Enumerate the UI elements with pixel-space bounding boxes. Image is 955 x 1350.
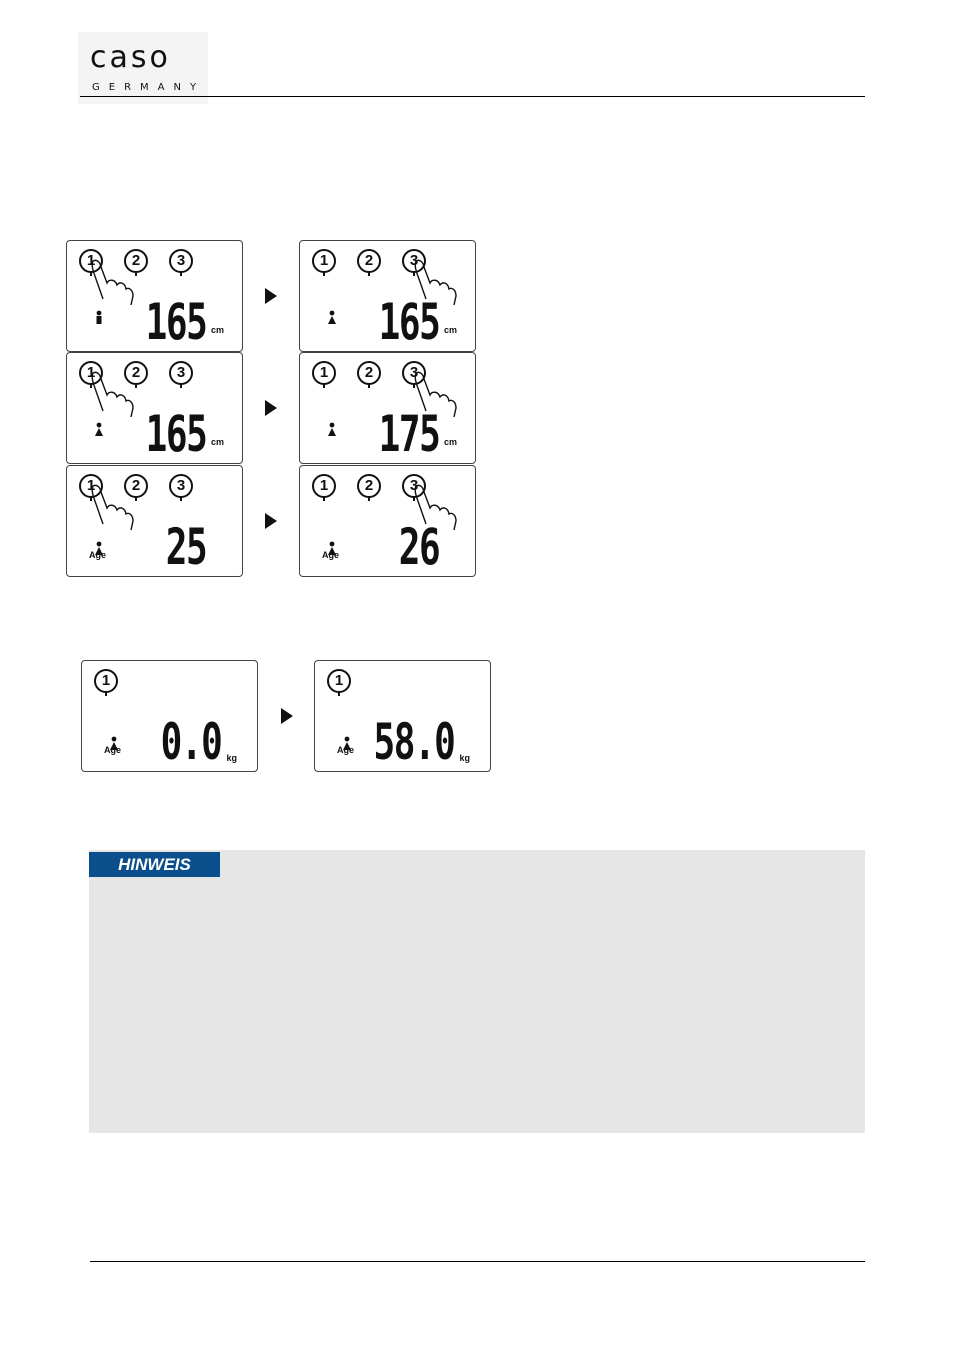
age-label: Age <box>104 745 122 755</box>
person-female-icon <box>89 417 109 441</box>
lcd-unit: cm <box>210 437 224 447</box>
lcd-display-row2-left <box>66 352 243 464</box>
button-2: 2 <box>357 249 381 273</box>
button-2: 2 <box>357 361 381 385</box>
button-2: 2 <box>357 474 381 498</box>
button-2: 2 <box>124 474 148 498</box>
brand-name: caso <box>90 40 171 75</box>
note-box <box>89 850 865 1133</box>
button-2: 2 <box>124 361 148 385</box>
button-1: 1 <box>79 361 103 385</box>
lcd-display-row2-right <box>299 352 476 464</box>
button-3: 3 <box>169 474 193 498</box>
footer-divider <box>90 1261 865 1262</box>
button-1: 1 <box>312 249 336 273</box>
button-1: 1 <box>79 249 103 273</box>
lcd-unit: cm <box>210 325 224 335</box>
arrow-right-icon <box>281 708 293 724</box>
lcd-value: 26 <box>398 518 439 576</box>
lcd-value: 165 <box>378 293 439 351</box>
lcd-unit: kg <box>226 753 237 763</box>
button-3: 3 <box>402 474 426 498</box>
lcd-value: 165 <box>145 405 206 463</box>
lcd-display-weigh-left <box>81 660 258 772</box>
button-3: 3 <box>169 361 193 385</box>
pointing-hand-icon <box>91 259 135 305</box>
button-1: 1 <box>312 361 336 385</box>
lcd-display-row3-right <box>299 465 476 577</box>
note-label: HINWEIS <box>89 852 220 877</box>
arrow-right-icon <box>265 288 277 304</box>
lcd-display-row1-left <box>66 240 243 352</box>
person-female-icon <box>322 305 342 329</box>
lcd-value: 0.0 <box>160 713 221 771</box>
button-1: 1 <box>312 474 336 498</box>
age-label: Age <box>89 550 107 560</box>
button-1: 1 <box>79 474 103 498</box>
lcd-unit: cm <box>443 325 457 335</box>
button-1: 1 <box>94 669 118 693</box>
brand-logo <box>78 32 208 104</box>
arrow-right-icon <box>265 513 277 529</box>
lcd-value: 58.0 <box>373 713 454 771</box>
lcd-unit: kg <box>459 753 470 763</box>
pointing-hand-icon <box>91 371 135 417</box>
person-female-icon <box>322 417 342 441</box>
lcd-display-row3-left <box>66 465 243 577</box>
button-3: 3 <box>402 361 426 385</box>
brand-subtitle: GERMANY <box>92 82 206 93</box>
lcd-display-weigh-right <box>314 660 491 772</box>
button-1: 1 <box>327 669 351 693</box>
button-3: 3 <box>402 249 426 273</box>
arrow-right-icon <box>265 400 277 416</box>
lcd-value: 175 <box>378 405 439 463</box>
header-divider <box>80 96 865 97</box>
age-label: Age <box>337 745 355 755</box>
lcd-unit: cm <box>443 437 457 447</box>
button-2: 2 <box>124 249 148 273</box>
lcd-value: 25 <box>165 518 206 576</box>
person-male-icon <box>89 305 109 329</box>
lcd-display-row1-right <box>299 240 476 352</box>
lcd-value: 165 <box>145 293 206 351</box>
age-label: Age <box>322 550 340 560</box>
pointing-hand-icon <box>91 484 135 530</box>
button-3: 3 <box>169 249 193 273</box>
